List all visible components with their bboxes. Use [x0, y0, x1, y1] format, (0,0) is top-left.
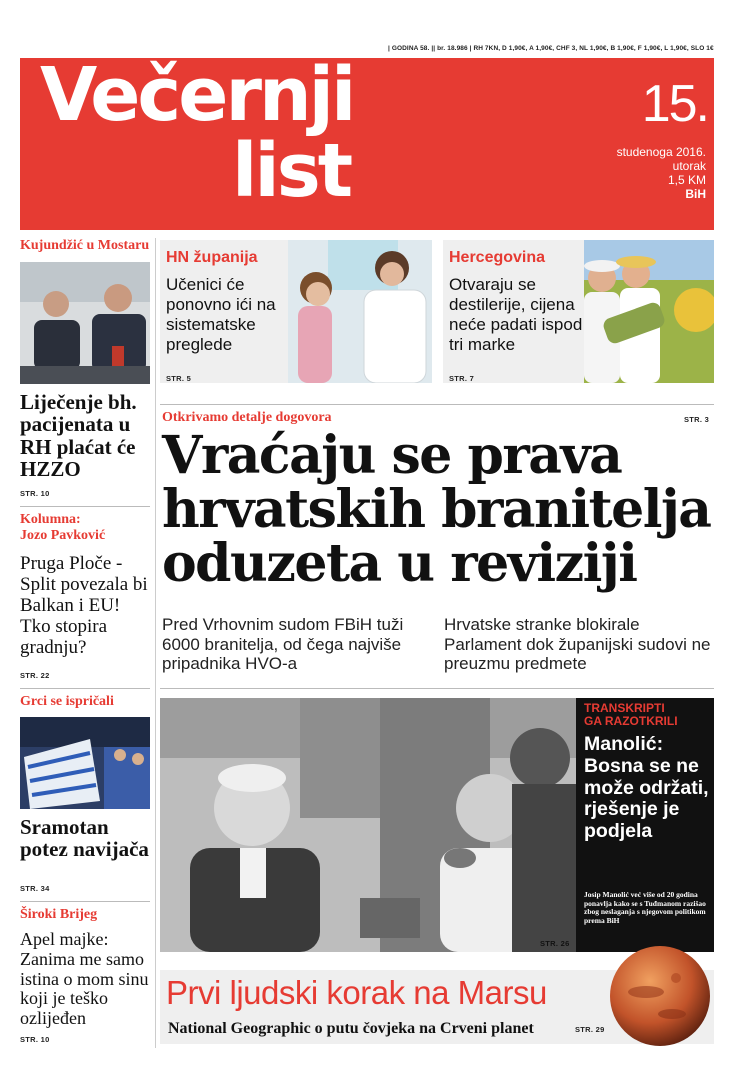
main-headline-line-1: Vraćaju se prava: [162, 425, 622, 486]
promo-2-title: Hercegovina: [449, 249, 546, 266]
manolic-kicker: [584, 702, 710, 729]
main-kicker: Otkrivamo detalje dogovora: [162, 410, 332, 425]
left-item-2-headline[interactable]: Pruga Ploče - Split povezala bi Balkan i EU! Tko stopira gradnju?: [20, 553, 148, 658]
main-page: STR. 3: [684, 415, 710, 424]
main-headline-line-3: oduzeta u reviziji: [162, 533, 637, 595]
left-item-3-label: Grci se ispričali: [20, 694, 114, 709]
promo-1-page: STR. 5: [166, 374, 192, 383]
column-label: Kolumna:: [20, 512, 81, 527]
tudman-manolic-photo: [160, 698, 576, 952]
left-item-3-page: STR. 34: [20, 884, 50, 893]
manolic-kicker-line-2: GA RAZOTKRILI: [584, 714, 678, 729]
masthead: [20, 52, 714, 230]
main-headline[interactable]: [162, 425, 722, 595]
left-item-2-page: STR. 22: [20, 671, 50, 680]
edition-info-strip: | GODINA 58. || br. 18.986 | RH 7KN, D 1,90€, A 1,90€, CHF 3, NL 1,90€, B 1,90€, F 1,90€, L 1,90€, SLO 1€: [388, 45, 714, 52]
fans-photo-image: [20, 717, 150, 809]
divider: [20, 901, 150, 902]
promo-hercegovina[interactable]: [443, 240, 714, 383]
kujundzic-photo-image: [20, 262, 150, 384]
divider: [20, 688, 150, 689]
divider: [20, 506, 150, 507]
mars-title: Prvi ljudski korak na Marsu: [166, 974, 547, 1011]
manolic-body: Josip Manolić već više od 20 godina ponavlja kako se s Tuđmanom razišao zbog neslaganja s njegovom politikom prema BiH: [584, 890, 706, 925]
promo-2-text: Otvaraju se destilerije, cijena neće padati ispod tri marke: [449, 275, 583, 354]
mars-page: STR. 29: [575, 1025, 605, 1034]
issue-edition: BiH: [685, 187, 706, 201]
left-item-1-headline[interactable]: Liječenje bh. pacijenata u RH plaćat će HZZO: [20, 390, 137, 481]
left-item-3-headline[interactable]: Sramotan potez navijača: [20, 815, 149, 862]
divider: [160, 688, 714, 689]
mars-subtitle: National Geographic o putu čovjeka na Crveni planet: [168, 1020, 534, 1037]
kujundzic-photo: [20, 262, 150, 384]
main-deck-right: Hrvatske stranke blokirale Parlament dok županijski sudovi ne preuzmu predmete: [444, 615, 711, 674]
promo-1-text: Učenici će ponovno ići na sistematske preglede: [166, 275, 276, 354]
main-headline-line-2: hrvatskih branitelja: [162, 479, 711, 541]
left-item-1-page: STR. 10: [20, 489, 50, 498]
issue-weekday: utorak: [672, 159, 706, 173]
fans-photo: [20, 717, 150, 809]
photo-page: STR. 26: [540, 939, 570, 948]
promo-hn-zupanija[interactable]: [160, 240, 432, 383]
issue-day: 15.: [641, 75, 708, 133]
main-deck-left: Pred Vrhovnim sudom FBiH tuži 6000 branitelja, od čega najviše pripadnika HVO-a: [162, 615, 404, 674]
mars-planet-icon: [606, 944, 714, 1048]
manolic-headline: Manolić: Bosna se ne može održati, rješenje je podjela: [584, 733, 709, 843]
tudman-manolic-photo-image: [160, 698, 576, 952]
left-item-4-headline[interactable]: Apel majke: Zanima me samo istina o mom sinu koji je teško ozlijeđen: [20, 929, 149, 1029]
logo-list: list: [232, 128, 351, 214]
left-item-4-label: Široki Brijeg: [20, 907, 98, 922]
issue-date: studenoga 2016.: [616, 145, 706, 159]
lavender-harvest-photo: [584, 240, 714, 383]
promo-1-title: HN županija: [166, 249, 258, 266]
logo-vecernji: Večernji: [40, 52, 354, 138]
manolic-kicker-line-1: TRANSKRIPTI: [584, 701, 665, 715]
left-item-2-label: [20, 512, 105, 544]
left-item-4-page: STR. 10: [20, 1035, 50, 1044]
column-author: Jozo Pavković: [20, 528, 106, 544]
doctor-photo: [288, 240, 432, 383]
column-divider: [155, 238, 156, 1048]
left-item-1-label: Kujundžić u Mostaru: [20, 238, 150, 253]
promo-2-page: STR. 7: [449, 374, 475, 383]
issue-price: 1,5 KM: [667, 173, 706, 187]
divider: [160, 404, 714, 405]
